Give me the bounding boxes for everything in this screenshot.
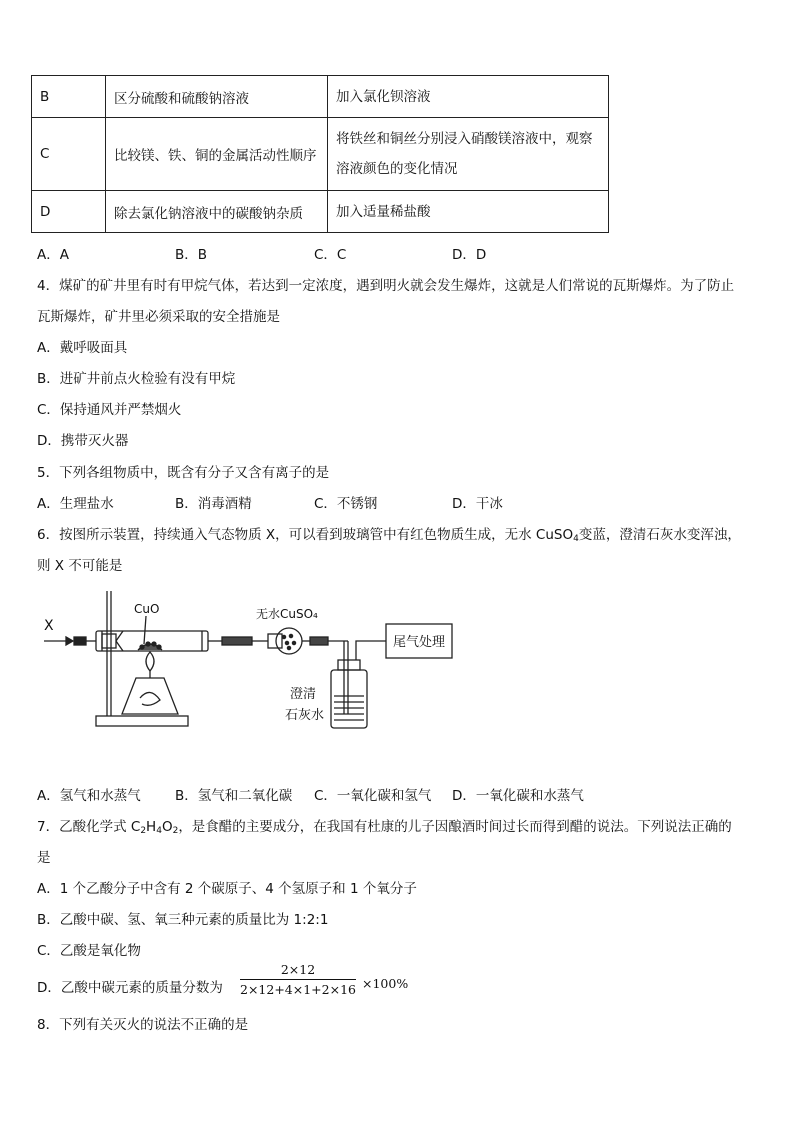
flame xyxy=(146,652,154,671)
limewater-label-1: 澄清 xyxy=(290,687,317,702)
q6-stem-part: 6．按图所示装置，持续通入气态物质 X，可以看到玻璃管中有红色物质生成，无水 CuSO xyxy=(37,527,574,543)
row-label: C xyxy=(32,118,106,191)
table-row xyxy=(32,191,609,233)
method-line: 加入氯化钡溶液 xyxy=(336,88,431,105)
row-label: D xyxy=(32,191,106,233)
q6-option-b: B．氢气和二氧化碳 xyxy=(175,788,293,804)
q6-option-d: D．一氧化碳和水蒸气 xyxy=(452,788,584,804)
exit-tube xyxy=(356,641,386,660)
q7-sub: 4 xyxy=(156,826,162,836)
q7-option-b: B．乙酸中碳、氢、氧三种元素的质量比为 1:2:1 xyxy=(37,912,329,928)
q6-stem-sub: 4 xyxy=(573,534,579,544)
options-table xyxy=(31,75,609,233)
method-line: 溶液颜色的变化情况 xyxy=(336,161,458,177)
q6-option-a: A．氢气和水蒸气 xyxy=(37,788,141,804)
q3-option-a: A．A xyxy=(37,247,69,263)
fraction-numerator: 2×12 xyxy=(280,962,316,977)
apparatus-figure xyxy=(38,586,468,736)
q6-stem-line2: 则 X 不可能是 xyxy=(37,558,123,574)
row-purpose: 除去氯化钠溶液中的碳酸钠杂质 xyxy=(106,191,328,233)
q7-stem-part: H xyxy=(146,819,157,835)
method-line: 将铁丝和铜丝分别浸入硝酸镁溶液中，观察 xyxy=(336,131,593,147)
inlet-stopper xyxy=(74,637,86,645)
table-row xyxy=(32,118,609,191)
row-purpose: 比较镁、铁、铜的金属活动性顺序 xyxy=(106,118,328,191)
q4-option-d: D．携带灭火器 xyxy=(37,433,129,449)
tail-gas-label: 尾气处理 xyxy=(393,635,446,650)
x-arrowhead xyxy=(66,637,73,645)
q5-stem: 5．下列各组物质中，既含有分子又含有离子的是 xyxy=(37,465,330,481)
q4-stem-line2: 瓦斯爆炸，矿井里必须采取的安全措施是 xyxy=(37,309,280,325)
q7-stem-part: 7．乙酸化学式 C xyxy=(37,819,141,835)
q8-stem: 8．下列有关灭火的说法不正确的是 xyxy=(37,1017,249,1033)
q6-stem-line1 xyxy=(37,523,741,544)
q4-option-c: C．保持通风并严禁烟火 xyxy=(37,402,182,418)
q7-stem-line2: 是 xyxy=(37,850,51,866)
clamp xyxy=(102,634,116,648)
row-method xyxy=(328,191,609,233)
q7-option-a: A．1 个乙酸分子中含有 2 个碳原子、4 个氢原子和 1 个氧分子 xyxy=(37,881,417,897)
q3-option-c: C．C xyxy=(314,247,347,263)
row-purpose: 区分硫酸和硫酸钠溶液 xyxy=(106,76,328,118)
q7-stem-line1 xyxy=(37,815,732,836)
q7-option-d: D．乙酸中碳元素的质量分数为 xyxy=(37,980,223,996)
q7-option-c: C．乙酸是氧化物 xyxy=(37,943,141,959)
q5-option-a: A．生理盐水 xyxy=(37,496,114,512)
row-method xyxy=(328,118,609,191)
method-line: 加入适量稀盐酸 xyxy=(336,203,431,220)
fraction-suffix: ×100% xyxy=(362,976,409,991)
q7-stem-part: ，是食醋的主要成分，在我国有杜康的儿子因酿酒时间过长而得到醋的说法。下列说法正确的 xyxy=(178,819,732,835)
row-method xyxy=(328,76,609,118)
x-label: X xyxy=(44,618,54,634)
spirit-lamp xyxy=(122,678,178,714)
q3-option-b: B．B xyxy=(175,247,208,263)
q4-option-a: A．戴呼吸面具 xyxy=(37,340,128,356)
cuo-label: CuO xyxy=(134,602,160,616)
q5-option-d: D．干冰 xyxy=(452,496,503,512)
connector-stopper xyxy=(222,637,252,645)
q4-stem-line1: 4．煤矿的矿井里有时有甲烷气体，若达到一定浓度，遇到明火就会发生爆炸，这就是人们常说的瓦斯爆炸。为了防止 xyxy=(37,278,735,294)
q7-sub: 2 xyxy=(140,826,147,836)
q7-sub: 2 xyxy=(172,826,179,836)
drying-tube xyxy=(268,634,282,648)
fraction-denominator: 2×12+4×1+2×16 xyxy=(240,982,356,997)
table-row xyxy=(32,76,609,118)
stand-base xyxy=(96,716,188,726)
cuso4-label: 无水CuSO₄ xyxy=(256,607,318,621)
wash-bottle xyxy=(331,670,367,728)
q7-stem-part: O xyxy=(161,819,173,835)
row-label: B xyxy=(32,76,106,118)
limewater-label-2: 石灰水 xyxy=(285,708,325,723)
q6-stem-part: 变蓝，澄清石灰水变浑浊， xyxy=(578,527,741,543)
q5-option-b: B．消毒酒精 xyxy=(175,496,252,512)
q4-option-b: B．进矿井前点火检验有没有甲烷 xyxy=(37,371,236,387)
q6-option-c: C．一氧化碳和氢气 xyxy=(314,788,432,804)
q5-option-c: C．不锈钢 xyxy=(314,496,378,512)
mass-fraction xyxy=(240,962,356,997)
q3-option-d: D．D xyxy=(452,247,487,263)
